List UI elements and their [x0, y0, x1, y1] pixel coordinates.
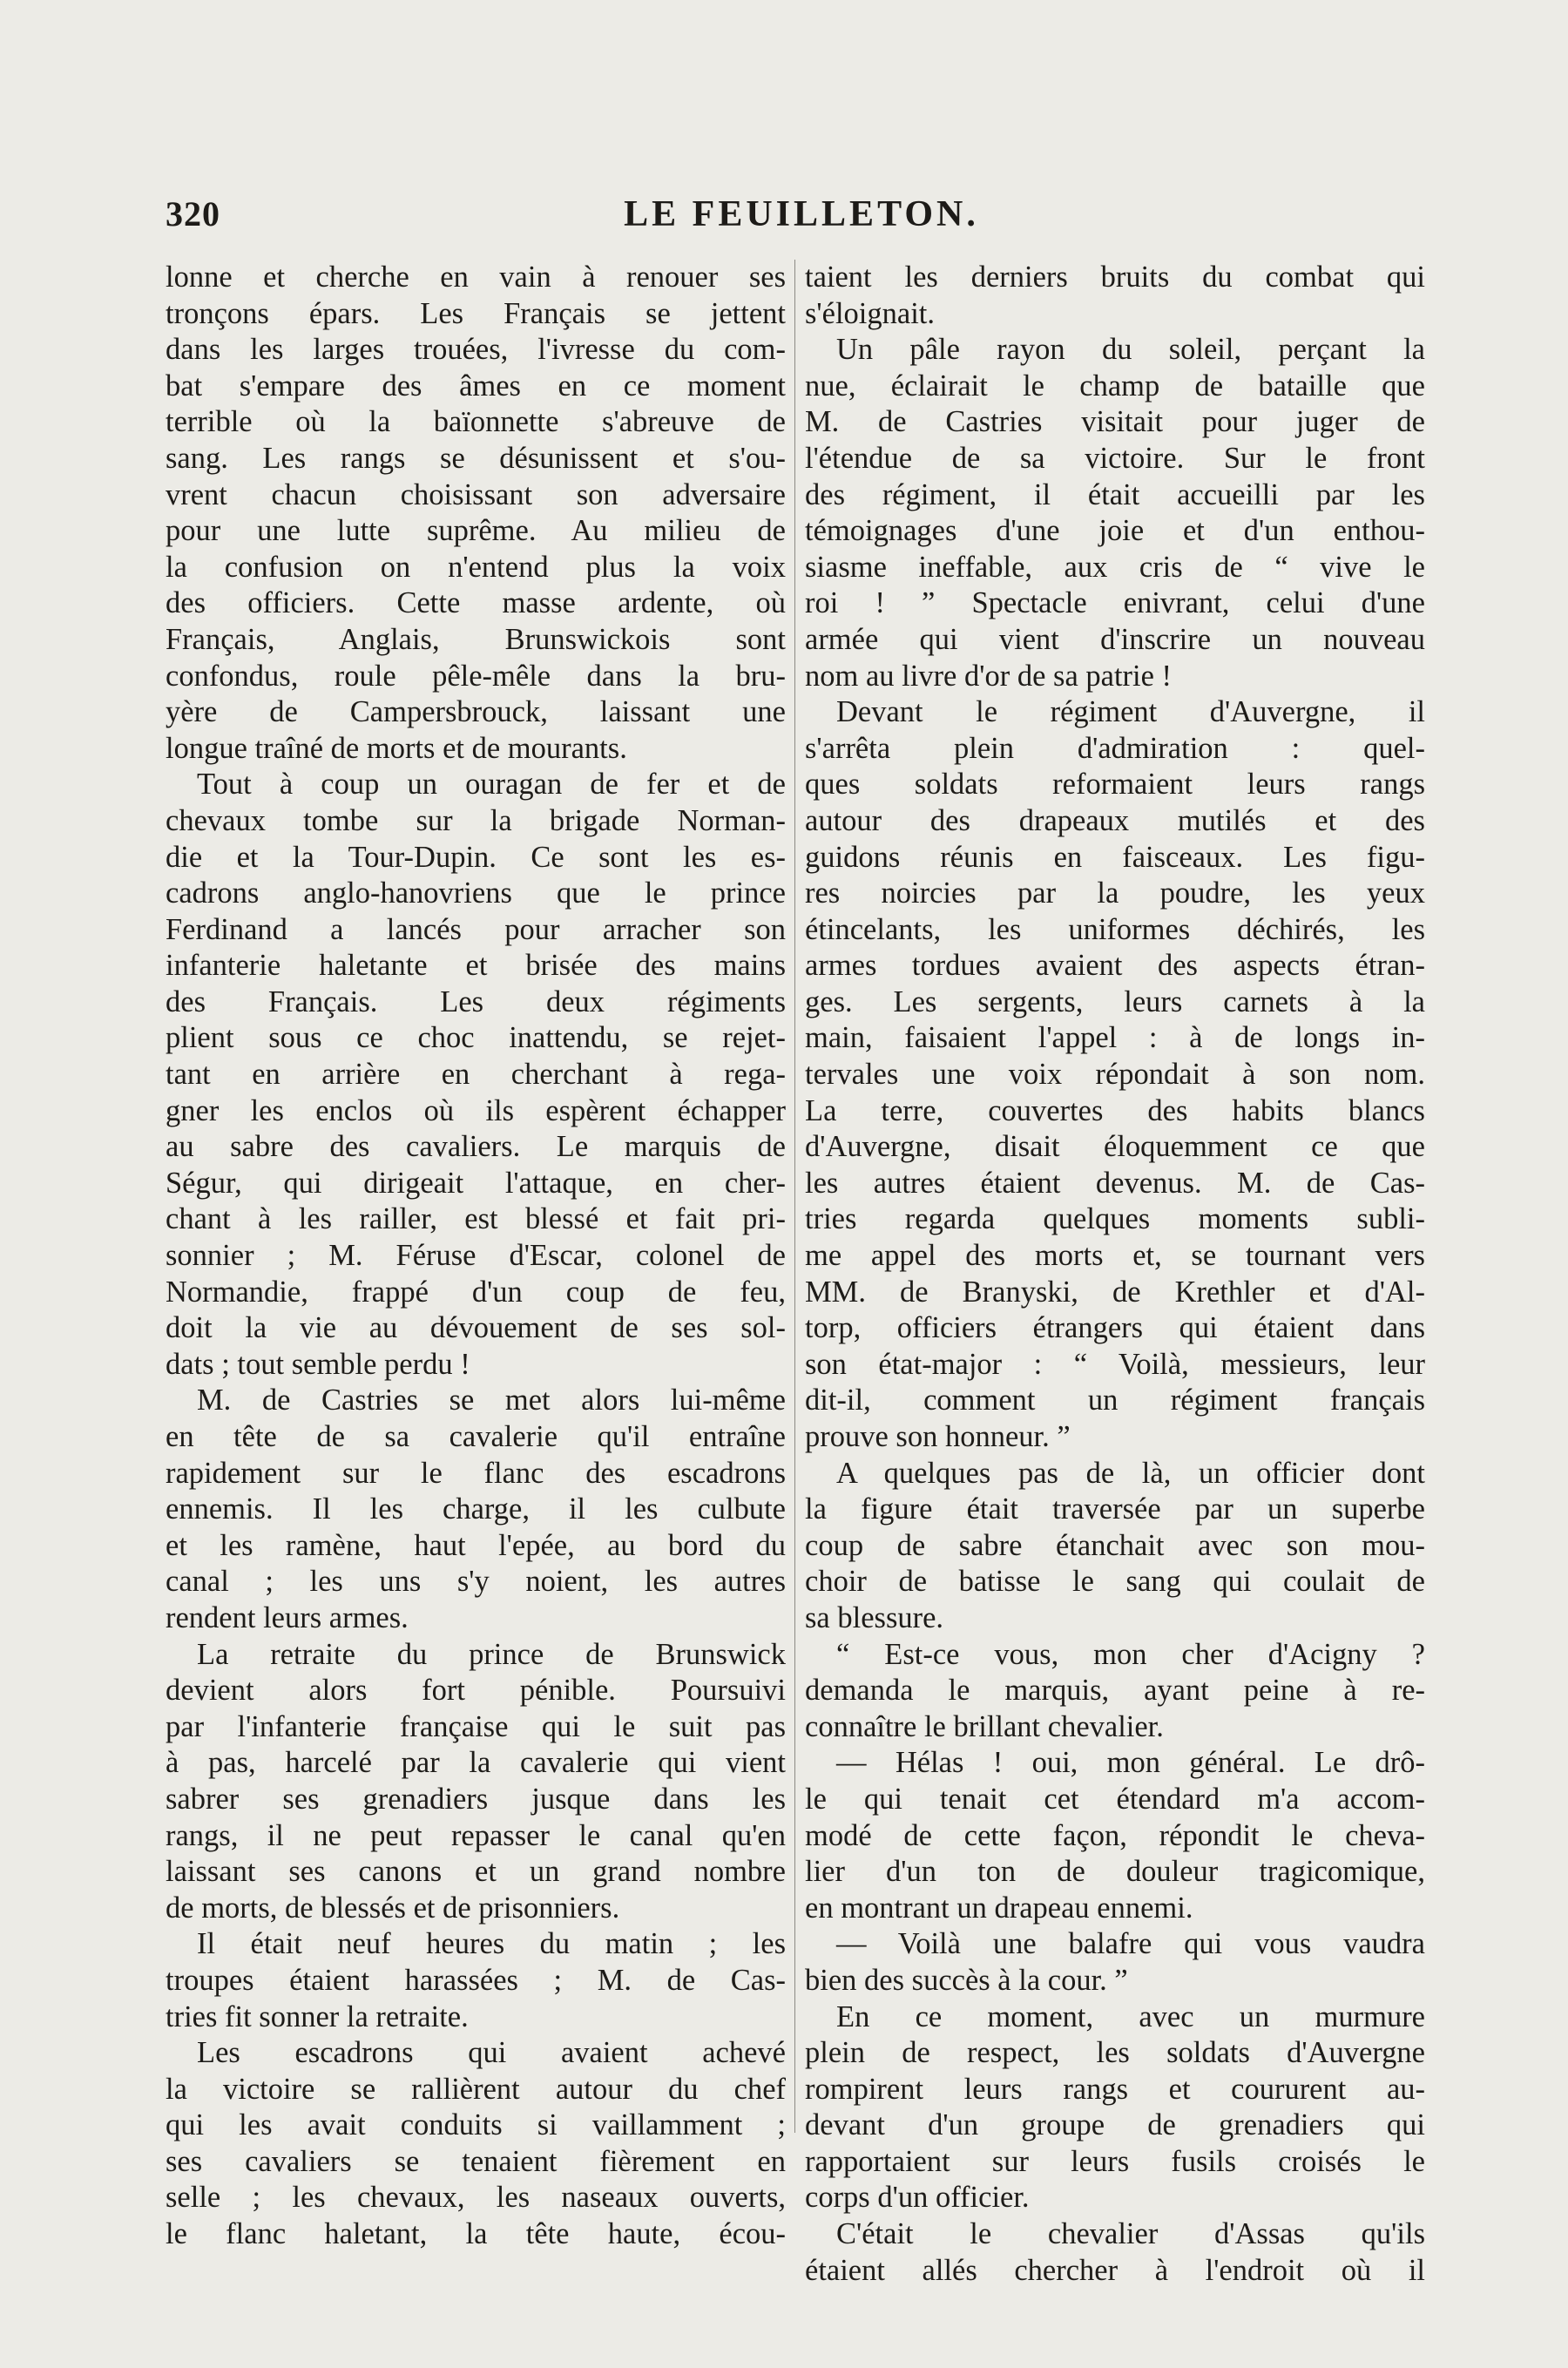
text-line: lier d'un ton de douleur tragicomique,: [805, 1855, 1425, 1889]
text-line: gner les enclos où ils espèrent échapper: [166, 1093, 786, 1127]
text-line: au sabre des cavaliers. Le marquis de: [166, 1130, 786, 1164]
text-line: rapportaient sur leurs fusils croisés le: [805, 2144, 1425, 2178]
text-line: l'étendue de sa victoire. Sur le front: [805, 441, 1425, 475]
text-line: sabrer ses grenadiers jusque dans les: [166, 1782, 786, 1816]
text-line: s'éloignait.: [805, 296, 935, 330]
text-line: autour des drapeaux mutilés et des: [805, 803, 1425, 837]
page-header: [166, 193, 1437, 246]
text-line: infanterie haletante et brisée des mains: [166, 949, 786, 983]
text-line: En ce moment, avec un murmure: [836, 1999, 1425, 2033]
text-line: les autres étaient devenus. M. de Cas-: [805, 1166, 1425, 1200]
text-line: connaître le brillant chevalier.: [805, 1709, 1164, 1743]
text-line: tant en arrière en cherchant à rega-: [166, 1058, 786, 1092]
running-title: LE FEUILLETON.: [624, 194, 979, 234]
text-line: sonnier ; M. Féruse d'Escar, colonel de: [166, 1239, 786, 1273]
text-line: tries fit sonner la retraite.: [166, 1999, 469, 2033]
right-text-column: [805, 260, 1425, 2289]
text-line: Devant le régiment d'Auvergne, il: [836, 695, 1425, 729]
text-line: par l'infanterie française qui le suit pas: [166, 1709, 786, 1743]
text-line: devant d'un groupe de grenadiers qui: [805, 2108, 1425, 2142]
text-line: dats ; tout semble perdu !: [166, 1347, 470, 1381]
left-text-column: [166, 260, 786, 2253]
text-line: qui les avait conduits si vaillamment ;: [166, 2108, 786, 2142]
text-line: — Hélas ! oui, mon général. Le drô-: [836, 1746, 1425, 1780]
text-line: rendent leurs armes.: [166, 1600, 409, 1634]
text-line: chant à les railler, est blessé et fait pri-: [166, 1202, 786, 1236]
text-line: taient les derniers bruits du combat qui: [805, 260, 1425, 294]
text-line: cadrons anglo-hanovriens que le prince: [166, 876, 786, 910]
text-line: dans les larges trouées, l'ivresse du com-: [166, 333, 786, 367]
text-line: tervales une voix répondait à son nom.: [805, 1058, 1425, 1092]
text-line: Les escadrons qui avaient achevé: [197, 2036, 786, 2070]
text-line: en montrant un drapeau ennemi.: [805, 1891, 1193, 1925]
text-line: s'arrêta plein d'admiration : quel-: [805, 731, 1425, 765]
text-line: M. de Castries visitait pour juger de: [805, 405, 1425, 439]
text-line: tries regarda quelques moments subli-: [805, 1202, 1425, 1236]
text-line: la figure était traversée par un superbe: [805, 1492, 1425, 1526]
text-line: troupes étaient harassées ; M. de Cas-: [166, 1963, 786, 1997]
text-line: demanda le marquis, ayant peine à re-: [805, 1674, 1425, 1708]
text-line: rompirent leurs rangs et coururent au-: [805, 2072, 1425, 2106]
text-line: vrent chacun choisissant son adversaire: [166, 477, 786, 511]
text-line: nue, éclairait le champ de bataille que: [805, 369, 1425, 403]
text-line: canal ; les uns s'y noient, les autres: [166, 1565, 786, 1599]
text-line: lonne et cherche en vain à renouer ses: [166, 260, 786, 294]
text-line: d'Auvergne, disait éloquemment ce que: [805, 1130, 1425, 1164]
text-line: ses cavaliers se tenaient fièrement en: [166, 2144, 786, 2178]
text-line: die et la Tour-Dupin. Ce sont les es-: [166, 840, 786, 874]
text-line: le qui tenait cet étendard m'a accom-: [805, 1782, 1425, 1816]
text-line: témoignages d'une joie et d'un enthou-: [805, 514, 1425, 548]
text-line: armée qui vient d'inscrire un nouveau: [805, 622, 1425, 656]
text-line: chevaux tombe sur la brigade Norman-: [166, 803, 786, 837]
text-line: C'était le chevalier d'Assas qu'ils: [836, 2217, 1425, 2251]
text-line: étaient allés chercher à l'endroit où il: [805, 2253, 1425, 2287]
text-line: M. de Castries se met alors lui-même: [197, 1384, 786, 1417]
text-line: — Voilà une balafre qui vous vaudra: [836, 1927, 1425, 1961]
text-line: torp, officiers étrangers qui étaient dans: [805, 1311, 1425, 1345]
text-line: des officiers. Cette masse ardente, où: [166, 586, 786, 620]
text-line: sa blessure.: [805, 1600, 944, 1634]
text-line: guidons réunis en faisceaux. Les figu-: [805, 840, 1425, 874]
text-line: nom au livre d'or de sa patrie !: [805, 659, 1173, 693]
text-line: MM. de Branyski, de Krethler et d'Al-: [805, 1275, 1425, 1309]
text-line: confondus, roule pêle-mêle dans la bru-: [166, 659, 786, 693]
text-line: main, faisaient l'appel : à de longs in-: [805, 1021, 1425, 1055]
text-line: roi ! ” Spectacle enivrant, celui d'une: [805, 586, 1425, 620]
text-line: devient alors fort pénible. Poursuivi: [166, 1674, 786, 1708]
text-line: la victoire se rallièrent autour du chef: [166, 2072, 786, 2106]
text-line: siasme ineffable, aux cris de “ vive le: [805, 550, 1425, 584]
text-line: doit la vie au dévouement de ses sol-: [166, 1311, 786, 1345]
text-line: selle ; les chevaux, les naseaux ouverts,: [166, 2181, 786, 2215]
text-line: modé de cette façon, répondit le cheva-: [805, 1818, 1425, 1852]
text-line: “ Est-ce vous, mon cher d'Acigny ?: [836, 1637, 1425, 1671]
text-line: sang. Les rangs se désunissent et s'ou-: [166, 441, 786, 475]
text-line: terrible où la baïonnette s'abreuve de: [166, 405, 786, 439]
text-line: des régiment, il était accueilli par les: [805, 477, 1425, 511]
text-line: coup de sabre étanchait avec son mou-: [805, 1528, 1425, 1562]
text-line: Ferdinand a lancés pour arracher son: [166, 912, 786, 946]
text-line: à pas, harcelé par la cavalerie qui vient: [166, 1746, 786, 1780]
text-line: longue traîné de morts et de mourants.: [166, 731, 627, 765]
page-number: 320: [166, 194, 220, 233]
text-line: ques soldats reformaient leurs rangs: [805, 768, 1425, 802]
text-line: de morts, de blessés et de prisonniers.: [166, 1891, 620, 1925]
text-line: et les ramène, haut l'epée, au bord du: [166, 1528, 786, 1562]
text-line: des Français. Les deux régiments: [166, 984, 786, 1018]
text-line: me appel des morts et, se tournant vers: [805, 1239, 1425, 1273]
text-line: Tout à coup un ouragan de fer et de: [197, 768, 786, 802]
text-line: armes tordues avaient des aspects étran-: [805, 949, 1425, 983]
text-line: La retraite du prince de Brunswick: [197, 1637, 786, 1671]
text-line: prouve son honneur. ”: [805, 1420, 1071, 1453]
text-line: Un pâle rayon du soleil, perçant la: [836, 333, 1425, 367]
text-line: bien des succès à la cour. ”: [805, 1963, 1128, 1997]
text-line: pour une lutte suprême. Au milieu de: [166, 514, 786, 548]
text-line: Français, Anglais, Brunswickois sont: [166, 622, 786, 656]
text-line: Normandie, frappé d'un coup de feu,: [166, 1275, 786, 1309]
text-line: plein de respect, les soldats d'Auvergne: [805, 2036, 1425, 2070]
text-line: tronçons épars. Les Français se jettent: [166, 296, 786, 330]
column-divider: [794, 260, 795, 2133]
text-line: corps d'un officier.: [805, 2181, 1030, 2215]
text-line: son état-major : “ Voilà, messieurs, leur: [805, 1347, 1425, 1381]
text-line: A quelques pas de là, un officier dont: [836, 1456, 1425, 1490]
text-line: plient sous ce choc inattendu, se rejet-: [166, 1021, 786, 1055]
text-line: Il était neuf heures du matin ; les: [197, 1927, 786, 1961]
text-line: yère de Campersbrouck, laissant une: [166, 695, 786, 729]
text-line: Ségur, qui dirigeait l'attaque, en cher-: [166, 1166, 786, 1200]
text-line: en tête de sa cavalerie qu'il entraîne: [166, 1420, 786, 1453]
text-line: le flanc haletant, la tête haute, écou-: [166, 2217, 786, 2251]
text-line: rangs, il ne peut repasser le canal qu'en: [166, 1818, 786, 1852]
text-line: La terre, couvertes des habits blancs: [805, 1093, 1425, 1127]
text-line: res noircies par la poudre, les yeux: [805, 876, 1425, 910]
text-line: laissant ses canons et un grand nombre: [166, 1855, 786, 1889]
text-line: rapidement sur le flanc des escadrons: [166, 1456, 786, 1490]
text-line: dit-il, comment un régiment français: [805, 1384, 1425, 1417]
text-line: bat s'empare des âmes en ce moment: [166, 369, 786, 403]
text-line: la confusion on n'entend plus la voix: [166, 550, 786, 584]
text-line: ges. Les sergents, leurs carnets à la: [805, 984, 1425, 1018]
text-line: choir de batisse le sang qui coulait de: [805, 1565, 1425, 1599]
text-line: ennemis. Il les charge, il les culbute: [166, 1492, 786, 1526]
text-line: étincelants, les uniformes déchirés, les: [805, 912, 1425, 946]
